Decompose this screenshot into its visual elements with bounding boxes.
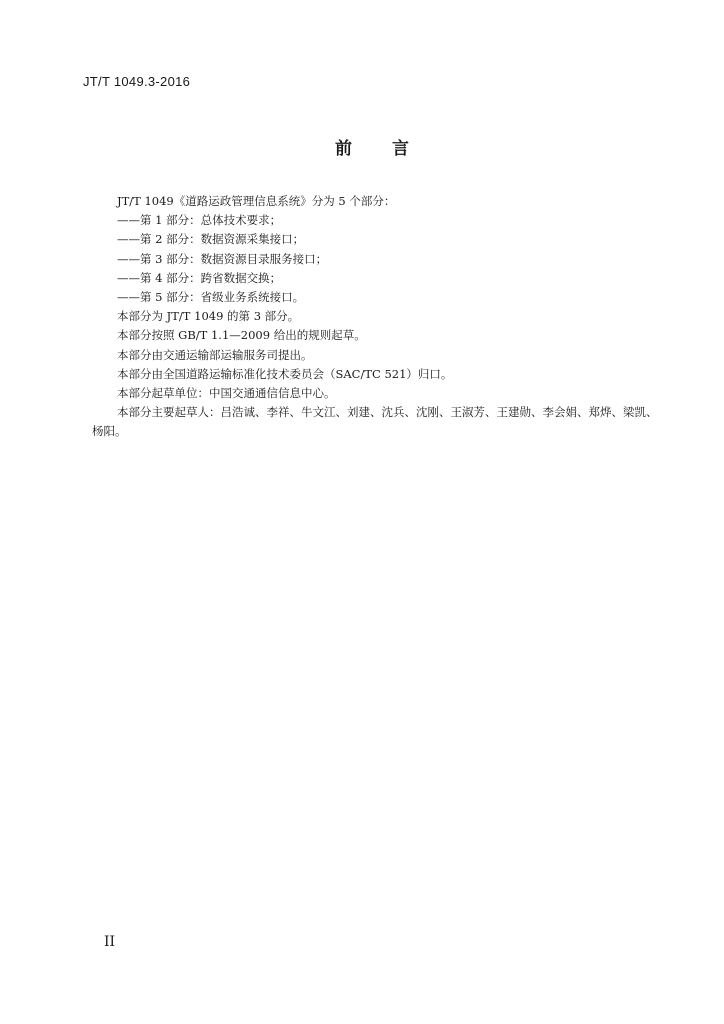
preface-body — [92, 192, 664, 442]
list-item: ——第 5 部分：省级业务系统接口。 — [117, 290, 305, 305]
paragraph: 本部分为 JT/T 1049 的第 3 部分。 — [117, 309, 300, 324]
paragraph: 本部分主要起草人：吕浩诚、李祥、牛文江、刘建、沈兵、沈刚、王淑芳、王建勋、李会娟、郑烨、梁凯、杨阳。 — [92, 405, 658, 439]
paragraph: 本部分由交通运输部运输服务司提出。 — [117, 347, 313, 362]
paragraph: JT/T 1049《道路运政管理信息系统》分为 5 个部分： — [117, 194, 396, 208]
list-item: ——第 2 部分：数据资源采集接口； — [117, 232, 305, 247]
paragraph: 本部分按照 GB/T 1.1—2009 给出的规则起草。 — [117, 328, 366, 343]
paragraph: 本部分由全国道路运输标准化技术委员会（SAC/TC 521）归口。 — [117, 366, 453, 381]
paragraph: 本部分起草单位：中国交通通信信息中心。 — [117, 386, 336, 401]
page-title: 前 言 — [335, 139, 409, 159]
list-item: ——第 3 部分：数据资源目录服务接口； — [117, 251, 328, 266]
list-item: ——第 4 部分：跨省数据交换； — [117, 270, 282, 285]
page-number: II — [104, 934, 116, 950]
list-item: ——第 1 部分：总体技术要求； — [117, 213, 282, 228]
document-code: JT/T 1049.3-2016 — [83, 74, 191, 89]
